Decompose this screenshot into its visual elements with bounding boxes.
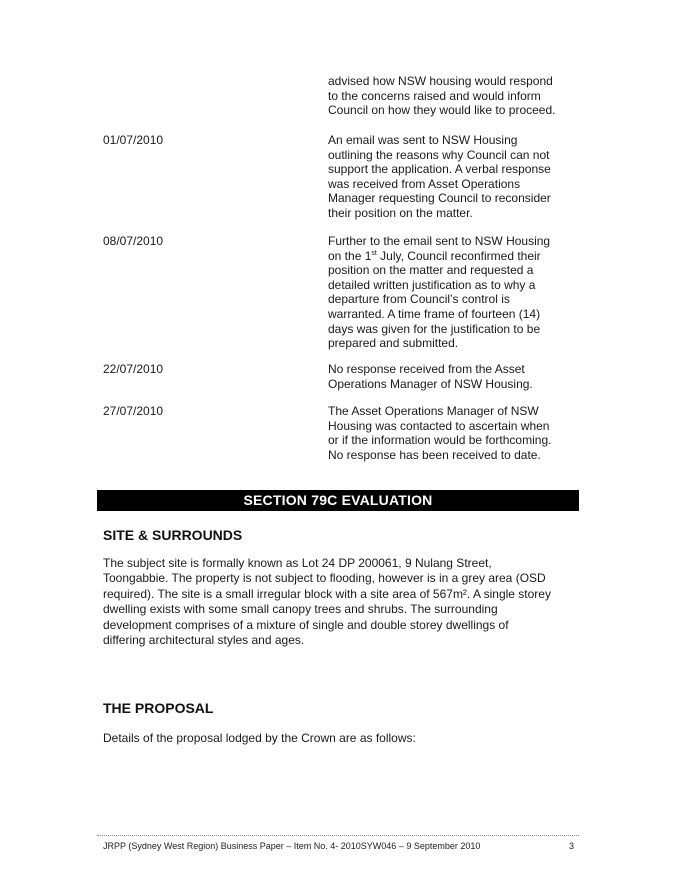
entry-description: Further to the email sent to NSW Housing on the 1st July, Council reconfirmed their position on the matter and requested a detailed written justification as to why a departure from Council’s control is warranted. A time frame of fourteen (14) days was given for the justification to be prepared and submitted. <box>328 234 551 351</box>
proposal-paragraph: Details of the proposal lodged by the Crown are as follows: <box>103 731 416 745</box>
footer-divider <box>97 835 579 836</box>
proposal-heading: THE PROPOSAL <box>103 700 214 716</box>
site-heading: SITE & SURROUNDS <box>103 527 243 543</box>
entry-date: 01/07/2010 <box>103 133 164 147</box>
section-banner: SECTION 79C EVALUATION <box>97 490 579 511</box>
site-paragraph: The subject site is formally known as Lot 24 DP 200061, 9 Nulang Street, Toongabbie. The property is not subject to flooding, however is in a grey area (OSD required). The site is a small irregular block with a site area of 567m². A single storey dwelling exists with some small canopy trees and shrubs. The surrounding development comprises of a mixture of single and double storey dwellings of differing architectural styles and ages. <box>103 556 551 648</box>
entry-date: 08/07/2010 <box>103 234 164 248</box>
entry-date: 22/07/2010 <box>103 362 164 376</box>
entry-description: advised how NSW housing would respond to the concerns raised and would inform Council on how they would like to proceed. <box>328 74 556 118</box>
entry-description: No response received from the Asset Operations Manager of NSW Housing. <box>328 362 533 391</box>
entry-description: The Asset Operations Manager of NSW Housing was contacted to ascertain when or if the information would be forthcoming. No response has been received to date. <box>328 404 552 462</box>
page-number: 3 <box>569 841 575 851</box>
footer-text: JRPP (Sydney West Region) Business Paper – Item No. 4- 2010SYW046 – 9 September 2010 <box>103 841 481 851</box>
entry-description: An email was sent to NSW Housing outlining the reasons why Council can not support the application. A verbal response was received from Asset Operations Manager requesting Council to reconsider their position on the matter. <box>328 133 551 220</box>
entry-date: 27/07/2010 <box>103 404 164 418</box>
